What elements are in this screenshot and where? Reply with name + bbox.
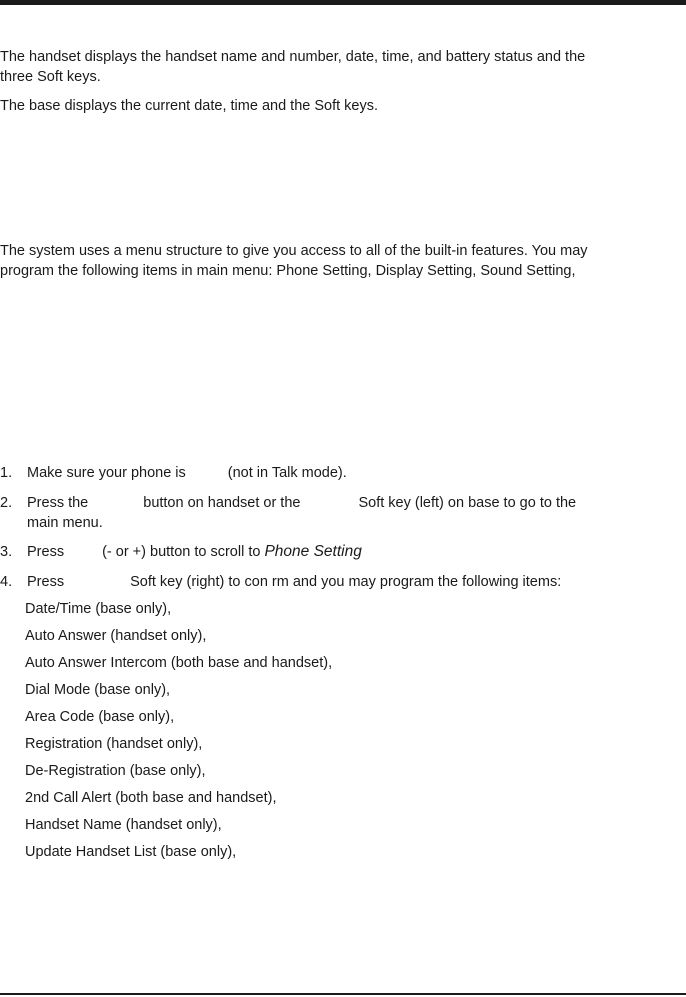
step-text: Press	[27, 544, 65, 560]
list-item: De-Registration (base only),	[25, 763, 206, 779]
step-text: Soft key (left) on base to go to the	[358, 495, 577, 511]
step-number: 1.	[0, 465, 13, 481]
bottom-rule	[0, 993, 686, 995]
list-item: Area Code (base only),	[25, 709, 175, 725]
list-item: Update Handset List (base only),	[25, 844, 237, 860]
step-number: 3.	[0, 544, 13, 560]
step-text: Press the	[27, 495, 89, 511]
step-text: Press	[27, 574, 65, 590]
list-item: Auto Answer Intercom (both base and handset),	[25, 655, 333, 671]
phone-setting-items-list	[25, 599, 332, 869]
phone-setting-term: Phone Setting	[264, 543, 362, 560]
menu-structure-paragraph: The system uses a menu structure to give you access to all of the built-in features. You may program the following items in main menu: Phone Setting, Display Setting, Sound Setting,	[0, 243, 588, 279]
step-number: 4.	[0, 574, 13, 590]
list-item: Date/Time (base only),	[25, 601, 172, 617]
handset-display-paragraph: The handset displays the handset name and number, date, time, and battery status and the three Soft keys.	[0, 49, 586, 85]
list-item: Handset Name (handset only),	[25, 817, 222, 833]
top-rule	[0, 0, 686, 5]
base-display-paragraph: The base displays the current date, time and the Soft keys.	[0, 98, 379, 114]
step-text: button on handset or the	[143, 495, 301, 511]
step-text: main menu.	[27, 515, 103, 531]
list-item: Dial Mode (base only),	[25, 682, 171, 698]
list-item: Registration (handset only),	[25, 736, 203, 752]
list-item: 2nd Call Alert (both base and handset),	[25, 790, 277, 806]
step-text: Make sure your phone is	[27, 465, 186, 481]
step-text: (not in Talk mode).	[227, 465, 347, 481]
list-item: Auto Answer (handset only),	[25, 628, 207, 644]
step-text: Soft key (right) to con rm and you may program the following items:	[130, 574, 562, 590]
step-text: (- or +) button to scroll to	[102, 544, 261, 560]
step-number: 2.	[0, 495, 13, 511]
